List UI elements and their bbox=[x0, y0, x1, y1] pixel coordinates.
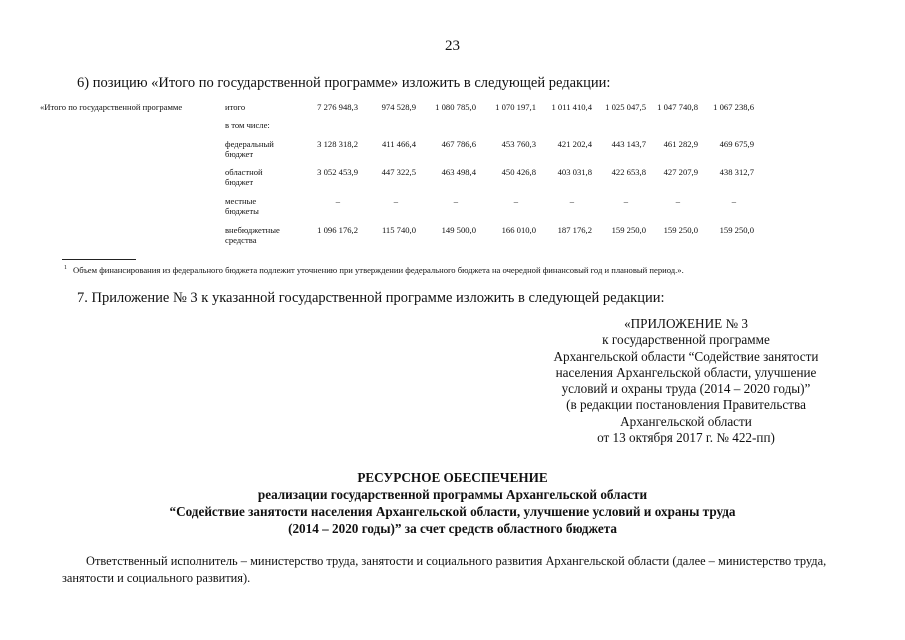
table-category-federal-2: бюджет bbox=[225, 149, 254, 159]
table-cell: 1 025 047,5 bbox=[605, 102, 646, 112]
table-cell: 1 080 785,0 bbox=[435, 102, 476, 112]
appendix-line: условий и охраны труда (2014 – 2020 годы)” bbox=[561, 381, 811, 397]
item-6-text: 6) позицию «Итого по государственной программе» изложить в следующей редакции: bbox=[77, 75, 611, 91]
section-heading-line: (2014 – 2020 годы)” за счет средств областного бюджета bbox=[288, 521, 617, 536]
appendix-line: Архангельской области “Содействие занятости bbox=[553, 348, 819, 364]
table-cell: 403 031,8 bbox=[557, 167, 592, 177]
table-cell: 1 070 197,1 bbox=[495, 102, 536, 112]
table-category-extrabudget: внебюджетные bbox=[225, 225, 280, 235]
section-heading-title: РЕСУРСНОЕ ОБЕСПЕЧЕНИЕ bbox=[357, 470, 548, 485]
table-cell: 1 011 410,4 bbox=[551, 102, 592, 112]
footnote-text: Объем финансирования из федерального бюджета подлежит уточнению при утверждении федерального бюджета на очередной финансовый год и плановый период.». bbox=[73, 265, 684, 275]
table-cell: 159 250,0 bbox=[611, 225, 646, 235]
table-cell: 159 250,0 bbox=[719, 225, 754, 235]
table-cell: 974 528,9 bbox=[381, 102, 416, 112]
table-cell: – bbox=[335, 196, 340, 206]
item-7-text: 7. Приложение № 3 к указанной государственной программе изложить в следующей редакции: bbox=[77, 290, 665, 306]
table-cell: – bbox=[513, 196, 518, 206]
table-cell: 1 096 176,2 bbox=[317, 225, 358, 235]
appendix-line: населения Архангельской области, улучшение bbox=[555, 364, 817, 380]
table-category-regional: областной bbox=[225, 167, 263, 177]
table-cell: – bbox=[623, 196, 628, 206]
appendix-line: к государственной программе bbox=[602, 332, 770, 348]
table-cell: 422 653,8 bbox=[611, 167, 646, 177]
table-cell: 159 250,0 bbox=[663, 225, 698, 235]
table-cell: – bbox=[569, 196, 574, 206]
table-cell: 149 500,0 bbox=[441, 225, 476, 235]
table-cell: 461 282,9 bbox=[663, 139, 698, 149]
table-cell: 1 067 238,6 bbox=[713, 102, 754, 112]
table-cell: 447 322,5 bbox=[381, 167, 416, 177]
footnote-marker: 1 bbox=[64, 265, 67, 271]
table-category-regional-2: бюджет bbox=[225, 177, 254, 187]
table-cell: – bbox=[393, 196, 398, 206]
table-cell: 438 312,7 bbox=[719, 167, 754, 177]
table-cell: 427 207,9 bbox=[663, 167, 698, 177]
table-category-including: в том числе: bbox=[225, 120, 270, 130]
appendix-header bbox=[520, 316, 852, 446]
appendix-line: (в редакции постановления Правительства bbox=[566, 397, 806, 413]
table-cell: – bbox=[453, 196, 458, 206]
table-cell: 421 202,4 bbox=[557, 139, 592, 149]
table-category-federal: федеральный bbox=[225, 139, 274, 149]
table-cell: 443 143,7 bbox=[611, 139, 646, 149]
footnote bbox=[64, 265, 684, 275]
appendix-line: Архангельской области bbox=[620, 413, 752, 429]
table-cell: 3 052 453,9 bbox=[317, 167, 358, 177]
table-cell: 3 128 318,2 bbox=[317, 139, 358, 149]
table-cell: 411 466,4 bbox=[381, 139, 416, 149]
page-number: 23 bbox=[445, 38, 460, 54]
table-cell: – bbox=[731, 196, 736, 206]
table-row-label: «Итого по государственной программе bbox=[40, 102, 183, 112]
table-cell: 453 760,3 bbox=[501, 139, 536, 149]
table-cell: 467 786,6 bbox=[441, 139, 476, 149]
table-cell: – bbox=[675, 196, 680, 206]
table-category-local-2: бюджеты bbox=[225, 206, 259, 216]
table-cell: 7 276 948,3 bbox=[317, 102, 358, 112]
table-cell: 463 498,4 bbox=[441, 167, 476, 177]
table-cell: 1 047 740,8 bbox=[657, 102, 698, 112]
responsible-executor-text-2: занятости и социального развития). bbox=[62, 571, 251, 585]
table-category-local: местные bbox=[225, 196, 257, 206]
table-cell: 450 426,8 bbox=[501, 167, 536, 177]
section-heading-line: “Содействие занятости населения Архангельской области, улучшение условий и охраны труда bbox=[169, 504, 736, 519]
table-category-extrabudget-2: средства bbox=[225, 235, 257, 245]
footnote-separator bbox=[62, 259, 136, 260]
table-cell: 115 740,0 bbox=[381, 225, 416, 235]
table-cell: 187 176,2 bbox=[557, 225, 592, 235]
table-category-total: итого bbox=[225, 102, 246, 112]
appendix-line: от 13 октября 2017 г. № 422-пп) bbox=[597, 430, 775, 446]
table-cell: 166 010,0 bbox=[501, 225, 536, 235]
table-cell: 469 675,9 bbox=[719, 139, 754, 149]
appendix-line: «ПРИЛОЖЕНИЕ № 3 bbox=[624, 316, 748, 331]
responsible-executor-text: Ответственный исполнитель – министерство труда, занятости и социального развития Архангельской области (далее – министерство труда, bbox=[86, 554, 827, 568]
section-heading-line: реализации государственной программы Архангельской области bbox=[257, 487, 648, 502]
